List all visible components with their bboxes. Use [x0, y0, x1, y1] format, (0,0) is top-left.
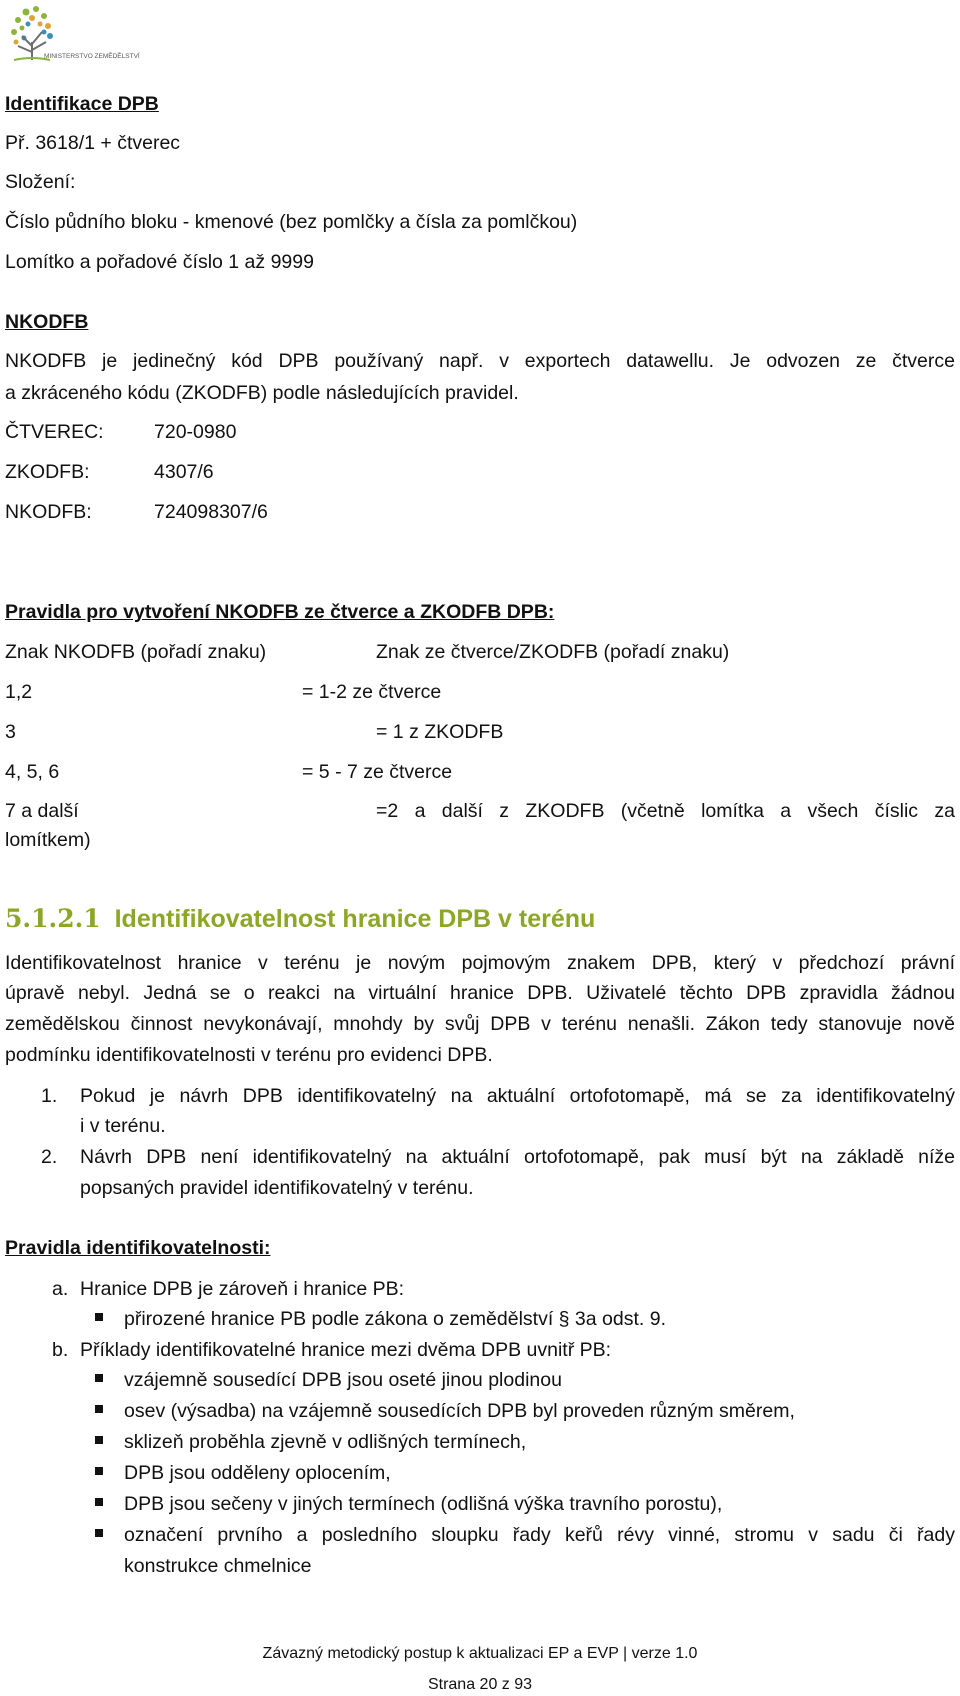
item-a-letter: a.: [52, 1278, 69, 1300]
zkodfb-value: 4307/6: [154, 461, 214, 483]
nkodfb-label: NKODFB:: [5, 501, 92, 523]
bullet-icon: [95, 1405, 103, 1413]
bullet-icon: [95, 1374, 103, 1382]
item-b-bullet-2: osev (výsadba) na vzájemně sousedících DPB byl proveden různým směrem,: [124, 1400, 795, 1422]
numbered-2-line-2: popsaných pravidel identifikovatelný v terénu.: [80, 1177, 474, 1199]
nkodfb-value: 724098307/6: [154, 501, 268, 523]
example-line: Př. 3618/1 + čtverec: [5, 132, 181, 154]
col2-header: Znak ze čtverce/ZKODFB (pořadí znaku): [376, 641, 730, 663]
slozeni-line-2: Lomítko a pořadové číslo 1 až 9999: [5, 251, 314, 273]
bullet-icon: [95, 1313, 103, 1321]
footer-page-number: Strana 20 z 93: [427, 1676, 533, 1693]
rule-row-1-left: 1,2: [5, 681, 33, 703]
rule-row-1-right: = 1-2 ze čtverce: [302, 681, 442, 703]
section-para-line-1: Identifikovatelnost hranice v terénu je novým pojmovým znakem DPB, který v předchozí právní: [5, 952, 955, 974]
section-title: Identifikovatelnost hranice DPB v terénu: [114, 905, 596, 933]
nkodfb-paragraph-line-2: a zkráceného kódu (ZKODFB) podle následujících pravidel.: [5, 382, 519, 404]
rule-row-3-left: 4, 5, 6: [5, 761, 60, 783]
rule-row-2-right: = 1 z ZKODFB: [376, 721, 504, 743]
numbered-1-line-2: i v terénu.: [80, 1115, 166, 1137]
zkodfb-label: ZKODFB:: [5, 461, 90, 483]
heading-pravidla-identifikovatelnosti: Pravidla identifikovatelnosti:: [5, 1237, 271, 1259]
slozeni-line-1: Číslo půdního bloku - kmenové (bez pomlčky a čísla za pomlčkou): [5, 211, 578, 233]
slozeni-label: Složení:: [5, 171, 76, 193]
bullet-icon: [95, 1529, 103, 1537]
item-b-letter: b.: [52, 1339, 69, 1361]
section-para-line-3: zemědělskou činnost nevykonávají, mnohdy by svůj DPB v terénu nenašli. Zákon tedy stanovuje nově: [5, 1013, 955, 1035]
item-a-text: Hranice DPB je zároveň i hranice PB:: [80, 1278, 405, 1300]
rule-row-3-right: = 5 - 7 ze čtverce: [302, 761, 453, 783]
footer-title: Závazný metodický postup k aktualizaci EP a EVP | verze 1.0: [262, 1645, 698, 1662]
rule-row-4-continuation: lomítkem): [5, 829, 91, 851]
ctverec-label: ČTVEREC:: [5, 421, 104, 443]
item-a-bullet-1: přirozené hranice PB podle zákona o zemědělství § 3a odst. 9.: [124, 1308, 666, 1330]
section-number: 5.1.2.1: [5, 904, 101, 933]
numbered-2-line-1: Návrh DPB není identifikovatelný na aktuální ortofotomapě, pak musí být na základě níže: [80, 1146, 955, 1168]
logo-text: MINISTERSTVO ZEMĚDĚLSTVÍ: [44, 53, 140, 60]
nkodfb-paragraph-line-1: NKODFB je jedinečný kód DPB používaný např. v exportech datawellu. Je odvozen ze čtverce: [5, 350, 955, 372]
rule-row-4-right: =2 a další z ZKODFB (včetně lomítka a všech číslic za: [376, 800, 955, 822]
ministry-logo: [4, 2, 154, 70]
item-b-bullet-6-line-2: konstrukce chmelnice: [124, 1555, 312, 1577]
item-b-text: Příklady identifikovatelné hranice mezi dvěma DPB uvnitř PB:: [80, 1339, 612, 1361]
col1-header: Znak NKODFB (pořadí znaku): [5, 641, 267, 663]
bullet-icon: [95, 1436, 103, 1444]
heading-nkodfb: NKODFB: [5, 311, 89, 333]
bullet-icon: [95, 1498, 103, 1506]
rule-row-2-left: 3: [5, 721, 16, 743]
section-heading: [5, 903, 595, 936]
section-para-line-2: úpravě nebyl. Jedná se o reakci na virtuální hranice DPB. Uživatelé těchto DPB zpravidla žádnou: [5, 982, 955, 1004]
heading-identifikace: Identifikace DPB: [5, 93, 159, 115]
item-b-bullet-1: vzájemně sousedící DPB jsou oseté jinou plodinou: [124, 1369, 562, 1391]
heading-pravidla-vytvoreni: Pravidla pro vytvoření NKODFB ze čtverce a ZKODFB DPB:: [5, 601, 555, 623]
item-b-bullet-3: sklizeň proběhla zjevně v odlišných termínech,: [124, 1431, 527, 1453]
item-b-bullet-4: DPB jsou odděleny oplocením,: [124, 1462, 391, 1484]
section-para-line-4: podmínku identifikovatelnosti v terénu pro evidenci DPB.: [5, 1044, 493, 1066]
item-b-bullet-5: DPB jsou sečeny v jiných termínech (odlišná výška travního porostu),: [124, 1493, 723, 1515]
ctverec-value: 720-0980: [154, 421, 237, 443]
bullet-icon: [95, 1467, 103, 1475]
numbered-1-line-1: Pokud je návrh DPB identifikovatelný na aktuální ortofotomapě, má se za identifikovatelný: [80, 1085, 955, 1107]
tree-logo-icon: [4, 2, 154, 70]
numbered-2-num: 2.: [41, 1146, 58, 1168]
item-b-bullet-6-line-1: označení prvního a posledního sloupku řady keřů révy vinné, stromu v sadu či řady: [124, 1524, 955, 1546]
rule-row-4-left: 7 a další: [5, 800, 79, 822]
numbered-1-num: 1.: [41, 1085, 58, 1107]
